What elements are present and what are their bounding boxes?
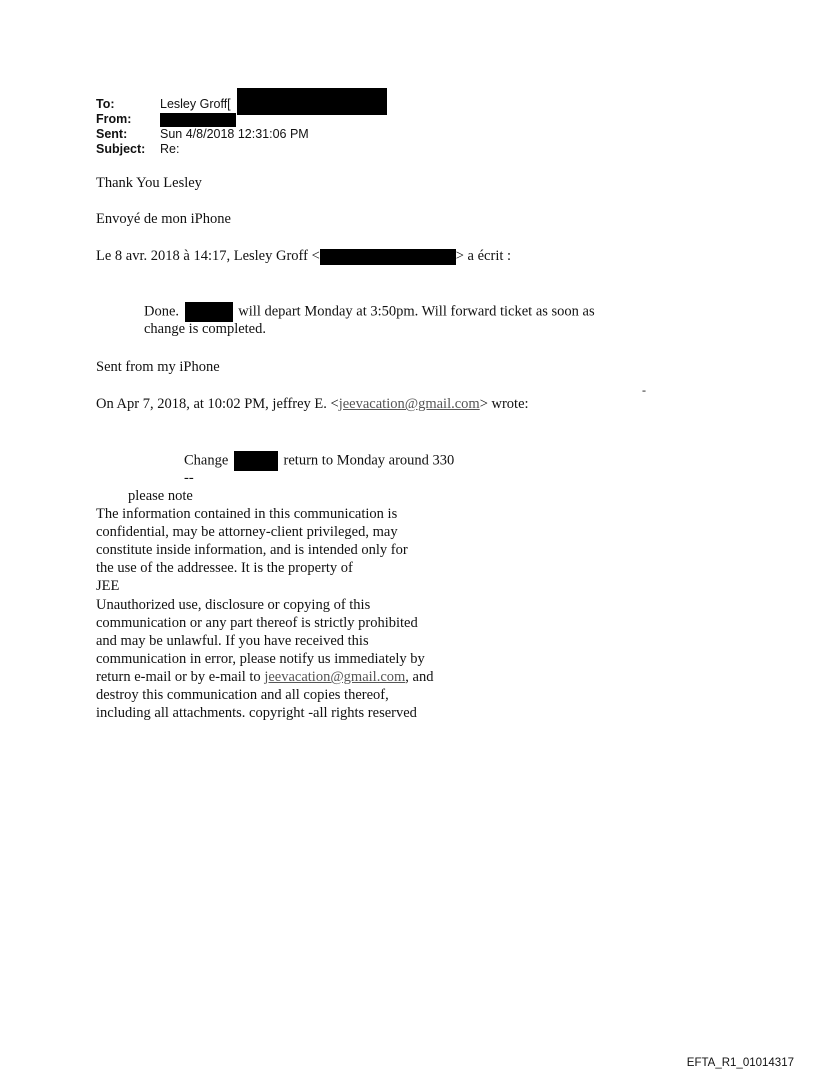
- sent-label: Sent:: [96, 127, 128, 141]
- redaction-from: [160, 113, 236, 127]
- disclaimer-line-1: The information contained in this communication is: [96, 506, 398, 522]
- change-word: Change: [184, 452, 229, 469]
- to-name: Lesley Groff[: [160, 97, 231, 111]
- done-word: Done.: [144, 303, 180, 320]
- envoye-line: Envoyé de mon iPhone: [96, 211, 231, 227]
- change-line: [184, 451, 454, 471]
- document-id: EFTA_R1_01014317: [686, 1057, 794, 1069]
- email-link[interactable]: jeevacation@gmail.com: [338, 396, 480, 412]
- done-line-2: change is completed.: [144, 321, 266, 337]
- greeting-line: Thank You Lesley: [96, 175, 202, 191]
- subject-label: Subject:: [96, 142, 146, 156]
- sent-from-line: Sent from my iPhone: [96, 359, 220, 375]
- disclaimer-line-8: and may be unlawful. If you have received this: [96, 633, 369, 649]
- redaction-name-2: [234, 451, 278, 471]
- sent-value: Sun 4/8/2018 12:31:06 PM: [160, 127, 309, 141]
- return-suffix: , and: [405, 669, 434, 685]
- sig-dashes: --: [184, 470, 194, 486]
- done-rest: will depart Monday at 3:50pm. Will forward ticket as soon as: [238, 303, 595, 320]
- disclaimer-tail-2: including all attachments. copyright -all rights reserved: [96, 705, 417, 721]
- disclaimer-line-5: JEE: [96, 578, 120, 594]
- redaction-email: [320, 249, 456, 265]
- from-label: From:: [96, 112, 132, 126]
- on-line: [96, 395, 529, 413]
- return-email-link[interactable]: jeevacation@gmail.com: [264, 669, 406, 685]
- disclaimer-line-9: communication in error, please notify us immediately by: [96, 651, 425, 667]
- le-suffix: > a écrit :: [455, 248, 512, 264]
- please-note: please note: [128, 488, 193, 504]
- return-prefix: return e-mail or by e-mail to: [96, 669, 265, 685]
- disclaimer-tail-1: destroy this communication and all copies thereof,: [96, 687, 389, 703]
- on-prefix: On Apr 7, 2018, at 10:02 PM, jeffrey E. <: [96, 396, 339, 412]
- to-value: [160, 97, 231, 112]
- to-label: To:: [96, 97, 115, 111]
- stray-mark: -: [642, 383, 646, 397]
- on-suffix: > wrote:: [479, 396, 529, 412]
- le-prefix: Le 8 avr. 2018 à 14:17, Lesley Groff <: [96, 248, 320, 264]
- disclaimer-line-7: communication or any part thereof is strictly prohibited: [96, 615, 418, 631]
- disclaimer-line-6: Unauthorized use, disclosure or copying of this: [96, 597, 371, 613]
- done-line: [144, 302, 595, 322]
- disclaimer-line-3: constitute inside information, and is intended only for: [96, 542, 408, 558]
- disclaimer-line-4: the use of the addressee. It is the property of: [96, 560, 353, 576]
- redaction-to: [237, 88, 387, 115]
- subject-value: Re:: [160, 142, 180, 156]
- redaction-name-1: [185, 302, 233, 322]
- return-line: [96, 668, 433, 686]
- change-rest: return to Monday around 330: [283, 452, 455, 469]
- le-line: [96, 247, 511, 265]
- disclaimer-line-2: confidential, may be attorney-client privileged, may: [96, 524, 398, 540]
